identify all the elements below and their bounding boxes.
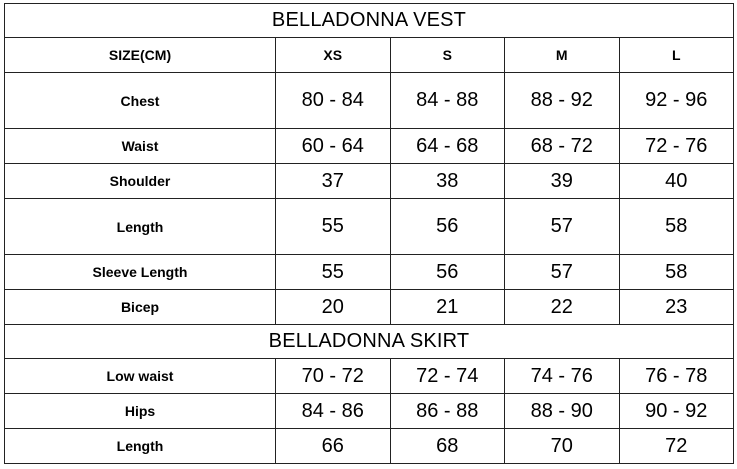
table-cell: 40 <box>619 164 734 199</box>
row-label: Sleeve Length <box>5 255 276 290</box>
table-row <box>5 255 734 290</box>
table-cell: 68 - 72 <box>505 129 620 164</box>
size-header-s: S <box>390 38 505 73</box>
table-cell: 84 - 86 <box>276 394 391 429</box>
table-cell: 57 <box>505 199 620 255</box>
skirt-title: BELLADONNA SKIRT <box>5 325 734 359</box>
table-cell: 74 - 76 <box>505 359 620 394</box>
table-row <box>5 394 734 429</box>
table-cell: 72 - 76 <box>619 129 734 164</box>
table-cell: 57 <box>505 255 620 290</box>
row-label: Length <box>5 199 276 255</box>
table-cell: 64 - 68 <box>390 129 505 164</box>
table-cell: 22 <box>505 290 620 325</box>
table-cell: 66 <box>276 429 391 464</box>
table-cell: 88 - 92 <box>505 73 620 129</box>
table-cell: 21 <box>390 290 505 325</box>
table-cell: 76 - 78 <box>619 359 734 394</box>
table-cell: 55 <box>276 255 391 290</box>
size-header-row <box>5 38 734 73</box>
vest-title: BELLADONNA VEST <box>5 4 734 38</box>
table-cell: 20 <box>276 290 391 325</box>
row-label: Low waist <box>5 359 276 394</box>
row-label: Shoulder <box>5 164 276 199</box>
table-cell: 60 - 64 <box>276 129 391 164</box>
table-cell: 38 <box>390 164 505 199</box>
table-cell: 70 - 72 <box>276 359 391 394</box>
row-label: Chest <box>5 73 276 129</box>
size-header-xs: XS <box>276 38 391 73</box>
table-row <box>5 199 734 255</box>
table-cell: 70 <box>505 429 620 464</box>
size-header-l: L <box>619 38 734 73</box>
size-label-header: SIZE(CM) <box>5 38 276 73</box>
skirt-title-row <box>5 325 734 359</box>
table-cell: 56 <box>390 199 505 255</box>
table-row <box>5 164 734 199</box>
size-chart-table <box>4 3 734 464</box>
table-row <box>5 359 734 394</box>
table-row <box>5 290 734 325</box>
vest-title-row <box>5 4 734 38</box>
table-cell: 55 <box>276 199 391 255</box>
table-cell: 23 <box>619 290 734 325</box>
table-cell: 88 - 90 <box>505 394 620 429</box>
table-cell: 86 - 88 <box>390 394 505 429</box>
row-label: Hips <box>5 394 276 429</box>
table-cell: 72 - 74 <box>390 359 505 394</box>
row-label: Waist <box>5 129 276 164</box>
table-cell: 90 - 92 <box>619 394 734 429</box>
size-chart <box>4 3 733 469</box>
table-row <box>5 129 734 164</box>
table-cell: 72 <box>619 429 734 464</box>
table-row <box>5 429 734 464</box>
table-cell: 58 <box>619 255 734 290</box>
table-cell: 92 - 96 <box>619 73 734 129</box>
table-cell: 58 <box>619 199 734 255</box>
table-row <box>5 73 734 129</box>
row-label: Bicep <box>5 290 276 325</box>
table-cell: 56 <box>390 255 505 290</box>
table-cell: 39 <box>505 164 620 199</box>
size-header-m: M <box>505 38 620 73</box>
table-cell: 68 <box>390 429 505 464</box>
table-cell: 80 - 84 <box>276 73 391 129</box>
table-cell: 84 - 88 <box>390 73 505 129</box>
row-label: Length <box>5 429 276 464</box>
table-cell: 37 <box>276 164 391 199</box>
